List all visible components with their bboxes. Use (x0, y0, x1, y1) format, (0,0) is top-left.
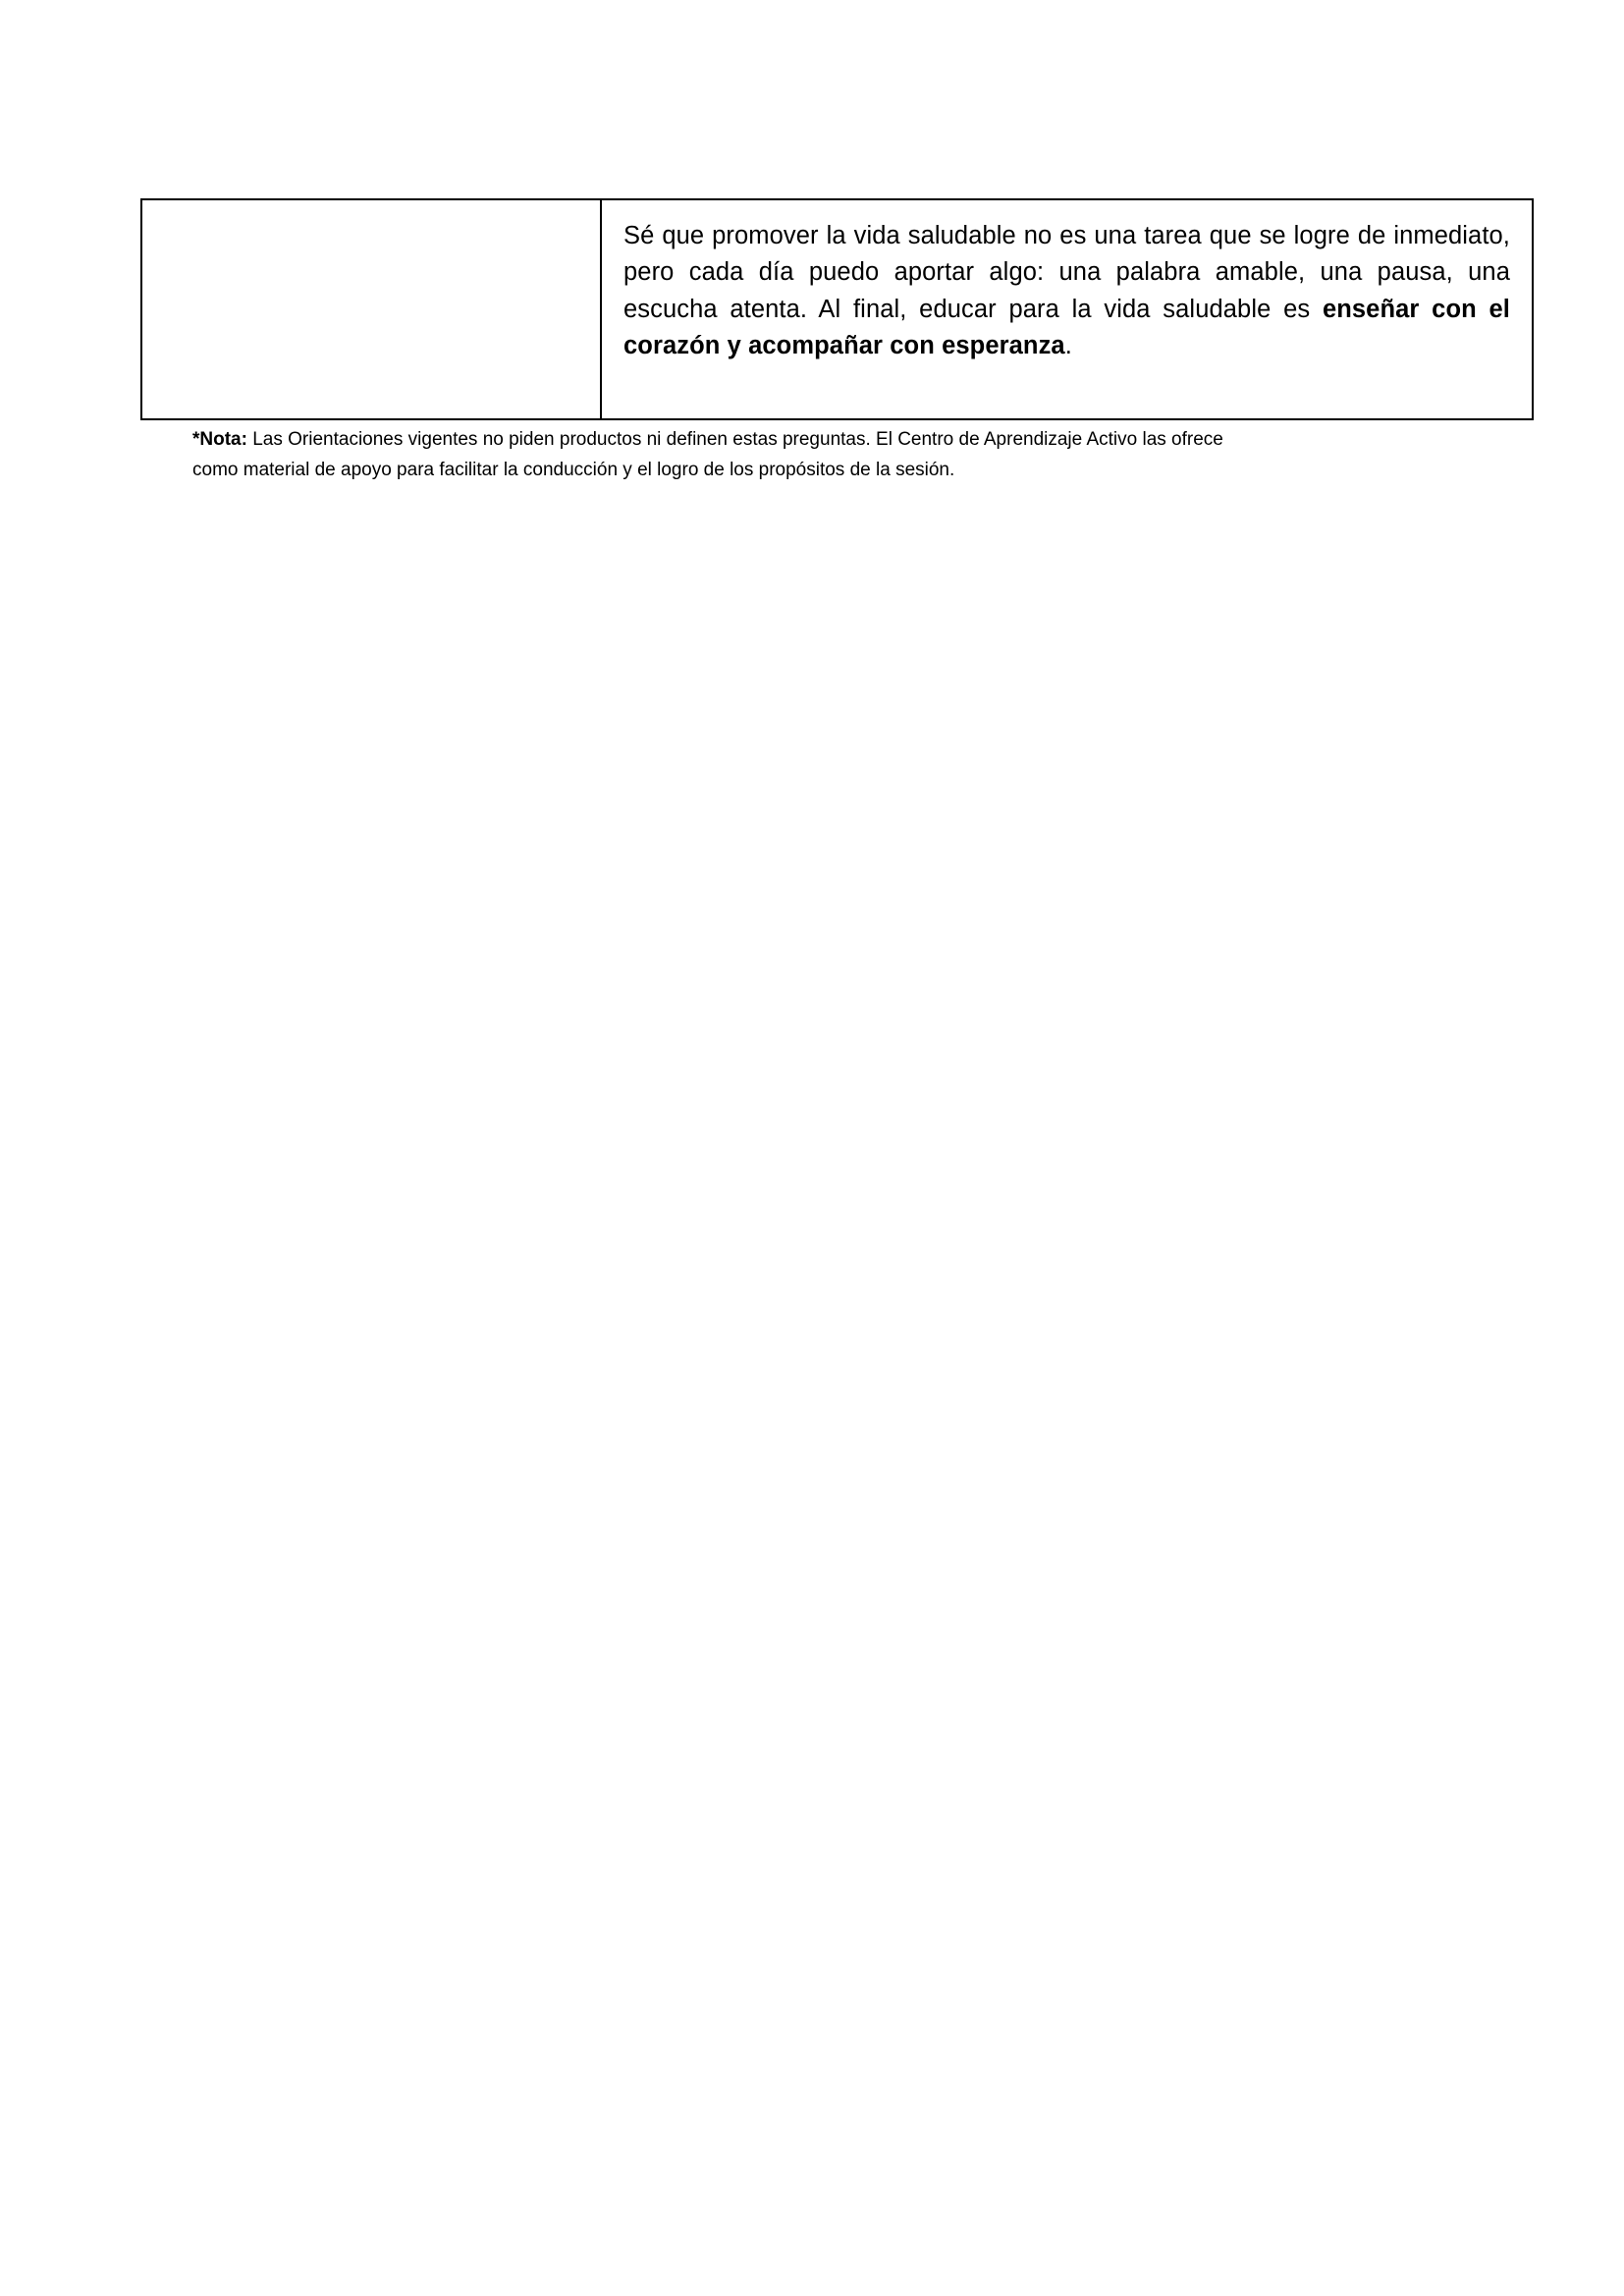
reflection-text-bold: enseñar con el corazón y acompañar con esperanza (623, 295, 1510, 360)
footnote-label: *Nota: (192, 429, 247, 450)
table-row (141, 199, 1533, 419)
footnote-line1: Las Orientaciones vigentes no piden productos ni definen estas preguntas. El Centro de Aprendizaje Activo las ofrece (246, 429, 1223, 450)
reflection-paragraph (623, 218, 1510, 365)
footnote-line2: como material de apoyo para facilitar la conducción y el logro de los propósitos de la sesión. (192, 459, 955, 480)
table-cell-right-reflection (601, 199, 1533, 419)
footnote (192, 425, 1439, 486)
reflection-text-part2: . (1064, 332, 1072, 360)
table-cell-left-empty (141, 199, 601, 419)
continued-table (140, 198, 1534, 420)
reflection-text-part1: Sé que promover la vida saludable no es una tarea que se logre de inmediato, pero cada día puedo aportar algo: una palabra amable, una pausa, una escucha atenta. Al final, educar para la vida saludable es (623, 222, 1510, 323)
